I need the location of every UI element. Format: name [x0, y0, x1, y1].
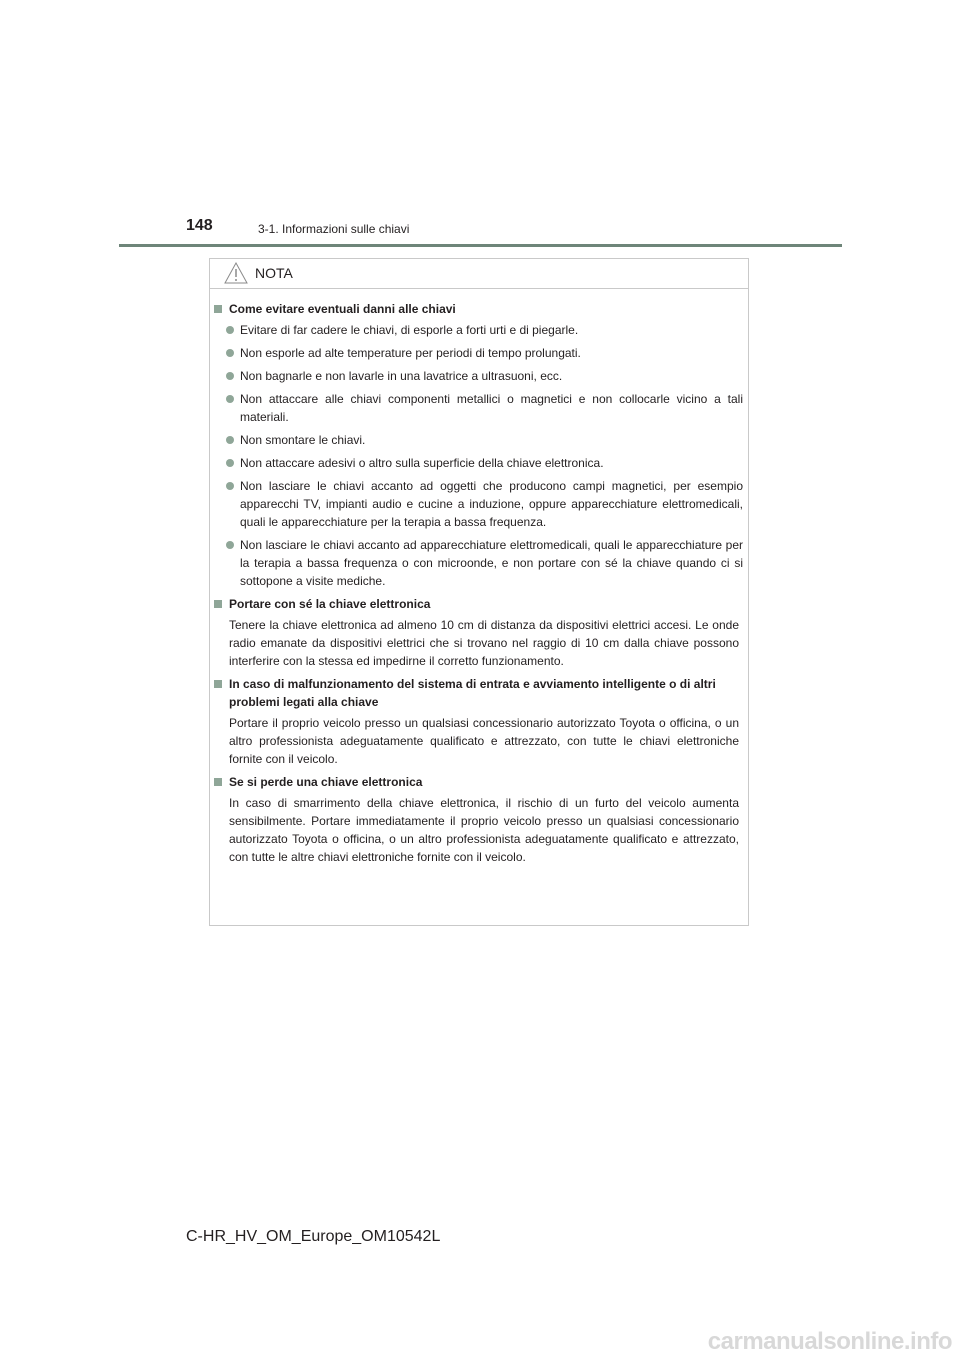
section-heading: Come evitare eventuali danni alle chiavi	[229, 302, 456, 316]
section-title: 3-1. Informazioni sulle chiavi	[258, 222, 410, 236]
footer-doc-code: C-HR_HV_OM_Europe_OM10542L	[186, 1228, 441, 1245]
section-paragraph: Portare il proprio veicolo presso un qualsiasi concessionario autorizzato Toyota o officina, o un altro professionista adeguatamente qualificato e attrezzato, con tutte le chiavi elettroniche fornite con il veicolo.	[229, 716, 739, 766]
section-malfunction	[214, 675, 743, 768]
list-item-text: Evitare di far cadere le chiavi, di esporle a forti urti e di piegarle.	[240, 323, 579, 337]
list-item	[214, 367, 743, 385]
nota-body	[214, 300, 743, 871]
watermark: carmanualsonline.info	[707, 1328, 952, 1355]
dot-bullet-icon	[226, 326, 234, 334]
section-carry-key	[214, 595, 743, 670]
dot-bullet-icon	[226, 372, 234, 380]
square-bullet-icon	[214, 305, 222, 313]
section-lost-key	[214, 773, 743, 866]
list-item	[214, 431, 743, 449]
page-number: 148	[186, 217, 213, 234]
list-item	[214, 454, 743, 472]
section-damage	[214, 300, 743, 590]
section-paragraph: In caso di smarrimento della chiave elettronica, il rischio di un furto del veicolo aumenta sensibilmente. Portare immediatamente il proprio veicolo presso un qualsiasi concessionario autorizzato Toyota o officina, o un altro professionista adeguatamente qualificato e attrezzato, con tutte le altre chiavi elettroniche fornite con il veicolo.	[229, 796, 739, 864]
square-bullet-icon	[214, 600, 222, 608]
square-bullet-icon	[214, 778, 222, 786]
square-bullet-icon	[214, 680, 222, 688]
section-heading: Portare con sé la chiave elettronica	[229, 597, 431, 611]
dot-bullet-icon	[226, 459, 234, 467]
nota-box	[209, 258, 749, 926]
header-rule	[119, 244, 842, 247]
nota-title: NOTA	[255, 265, 293, 281]
dot-bullet-icon	[226, 349, 234, 357]
list-item	[214, 477, 743, 531]
list-item-text: Non attaccare adesivi o altro sulla superficie della chiave elettronica.	[240, 456, 604, 470]
warning-triangle-icon	[224, 262, 248, 284]
list-item-text: Non lasciare le chiavi accanto ad oggetti che producono campi magnetici, per esempio apparecchi TV, impianti audio e cucine a induzione, oppure apparecchiature elettromedicali, quali le apparecchiature per la terapia a bassa frequenza.	[240, 479, 743, 529]
section-paragraph: Tenere la chiave elettronica ad almeno 10 cm di distanza da dispositivi elettrici accesi. Le onde radio emanate da dispositivi elettrici che si trovano nel raggio di 10 cm dalla chiave possono interferire con la stessa ed impedirne il corretto funzionamento.	[229, 618, 739, 668]
dot-bullet-icon	[226, 395, 234, 403]
list-item	[214, 536, 743, 590]
dot-bullet-icon	[226, 482, 234, 490]
nota-header	[210, 259, 748, 289]
list-item	[214, 390, 743, 426]
list-item-text: Non smontare le chiavi.	[240, 433, 366, 447]
list-item	[214, 344, 743, 362]
section-heading: In caso di malfunzionamento del sistema di entrata e avviamento intelligente o di altri problemi legati alla chiave	[229, 677, 716, 709]
list-item	[214, 321, 743, 339]
dot-bullet-icon	[226, 541, 234, 549]
list-item-text: Non attaccare alle chiavi componenti metallici o magnetici e non collocarle vicino a tali materiali.	[240, 392, 743, 424]
list-item-text: Non esporle ad alte temperature per periodi di tempo prolungati.	[240, 346, 581, 360]
dot-bullet-icon	[226, 436, 234, 444]
section-heading: Se si perde una chiave elettronica	[229, 775, 423, 789]
list-item-text: Non bagnarle e non lavarle in una lavatrice a ultrasuoni, ecc.	[240, 369, 563, 383]
list-item-text: Non lasciare le chiavi accanto ad apparecchiature elettromedicali, quali le apparecchiature per la terapia a bassa frequenza o con microonde, e non portare con sé la chiave quando ci si sottopone a visite mediche.	[240, 538, 743, 588]
